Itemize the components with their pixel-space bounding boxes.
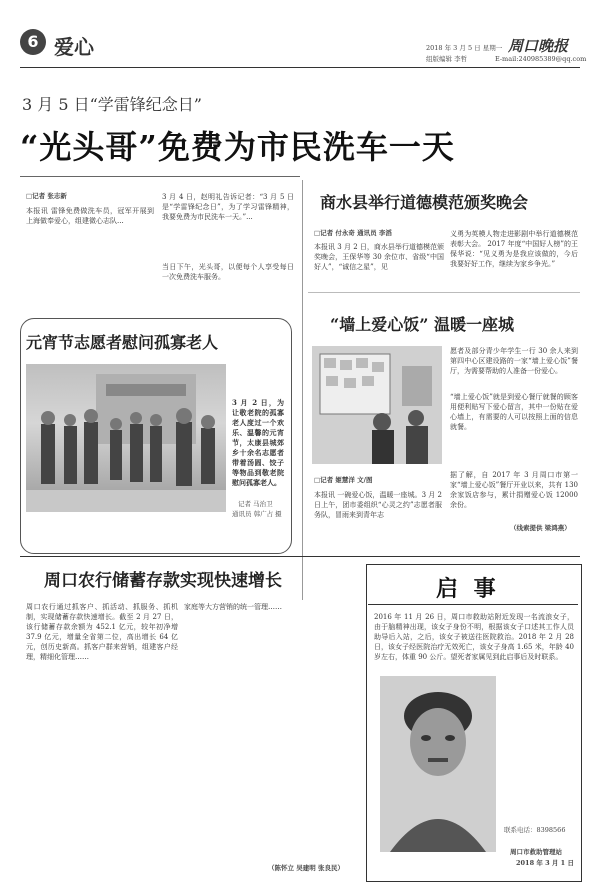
lead-byline: □记者 张志新 [26,192,67,200]
yuanxiao-caption: 3 月 2 日，为让敬老院的孤寡老人度过一个欢乐、温馨的元宵节，太康县城郊乡十余名志愿者带着汤圆、饺子等物品到敬老院慰问孤寡老人。 [232,398,284,487]
qiangshang-photo [312,346,442,464]
qiangshang-headline: “墙上爱心饭” 温暖一座城 [330,315,514,334]
notice-title: 启 事 [436,576,500,602]
notice-body: 2016 年 11 月 26 日，周口市救助站附近发现一名流浪女子，由于脑精神出现，该女子身份不明，根据该女子口述其工作人员助导后入站，之后，该女子被送往医院救治。2018 年 2 月 28 日，该女子经医院治疗无效死亡，该女子身高 1.65 米，年龄 40 岁左右，体重 90 公斤。望死者家属见到此启事后及时联系。 [374,613,574,661]
lead-kicker: 3 月 5 日“学雷锋纪念日” [22,95,202,114]
notice-phone: 联系电话：8398566 [504,826,566,834]
page-number: 6 [27,32,39,51]
wall-notes-photo-illustration [312,346,442,464]
nongxin-headline: 周口农行储蓄存款实现快速增长 [44,571,282,591]
shangshui-body-right: 义勇为英模人物走进影剧中举行道德模范表彰大会。 2017 年度“中国好人榜”的王保华说：“见义勇为是我应该做的，今后我要好好工作，继续为家乡争光。” [450,230,578,268]
qiangshang-body-right3: 据了解，自 2017 年 3 月周口市第一家“墙上爱心饭”餐厅开业以来，共有 130 余家饭店参与，累计捐赠爱心饭 12000 余份。 [450,471,578,509]
nongxin-credit: （陈怀立 吴建明 张良民） [268,864,345,872]
nongxin-body-col1: 周口农行通过抓客户、抓活动、抓服务、抓机制，实现储蓄存款快速增长。截至 2 月 27 日，该行储蓄存款余额为 452.1 亿元，较年初净增 37.9 亿元，增量全省第二位，高出增长 64 亿元，创历史新高。抓客户群来营销，组建客户经理，精细化管理…… [26,603,178,661]
lead-body-col2b: 当日下午，光头哥，以便每个人享受每日一次免费洗车服务。 [162,263,294,281]
page-number-badge [20,29,46,55]
mid-rule [20,556,580,557]
column-divider [302,180,303,600]
lead-headline: “光头哥”免费为市民洗车一天 [20,128,455,166]
qiangshang-body-right1: 愿者及部分青少年学生一行 30 余人来到第四中心区建设路的一家“墙上爱心饭”餐厅，为需要帮助的人准备一份爱心。 [450,347,578,375]
notice-portrait [380,676,496,852]
qiangshang-body-bottom: 本报讯 一碗爱心饭，温暖一座城。3 月 2 日上午，团市委组织“心灵之约”志愿者服务队，冒雨来到青年志 [314,491,442,519]
shangshui-body-left: 本报讯 3 月 2 日，商水县举行道德模范颁奖晚会，王保华等 30 余位市、省级“中国好人”，“诚信之星”，见 [314,243,444,271]
shangshui-headline: 商水县举行道德模范颁奖晚会 [320,193,529,212]
header-date: 2018 年 3 月 5 日 星期一 [426,44,503,52]
qiangshang-body-right2: “墙上爱心饭”就是到爱心餐厅就餐的顾客用便利贴写下爱心留言，其中一份贴在爱心墙上，有需要的人可以按照上面的信息就餐。 [450,393,578,431]
shangshui-byline: □记者 付永奇 通讯员 李滔 [314,229,392,237]
yuanxiao-credit2: 通讯员 韩广占 摄 [232,510,282,518]
lead-body-col2: 3 月 4 日，赵明礼告诉记者：“3 月 5 日是“学雷锋纪念日”，为了学习雷锋精神，我要免费为市民洗车一天。”... [162,193,294,221]
header-rule [20,67,580,68]
brand-logo: 周口晚报 [508,37,569,55]
yuanxiao-credit1: 记者 马治卫 [238,500,273,508]
notice-title-rule [368,604,578,605]
notice-org: 周口市救助管理站 [510,848,562,856]
qiangshang-byline: □记者 姬慧洋 文/图 [314,476,373,484]
notice-date: 2018 年 3 月 1 日 [516,859,574,867]
header-email: E-mail:240985389@qq.com [495,55,587,63]
section-title: 爱心 [54,35,94,59]
volunteers-photo-illustration [26,364,226,512]
header-editor: 组版编辑 李哲 [426,55,468,63]
yuanxiao-photo [26,364,226,512]
lead-rule [20,176,300,177]
portrait-illustration [380,676,496,852]
nongxin-body-col2: 家庭等大方营销的统一管理…… [184,603,282,611]
qiangshang-credit: （线索提供 梁鸿燕） [510,524,571,532]
lead-body-col1: 本报讯 雷锋免费做洗车员，冠军开展到上海做奉爱心，组建微心志队... [26,207,154,225]
shangshui-rule [308,292,580,293]
yuanxiao-headline: 元宵节志愿者慰问孤寡老人 [26,333,219,352]
